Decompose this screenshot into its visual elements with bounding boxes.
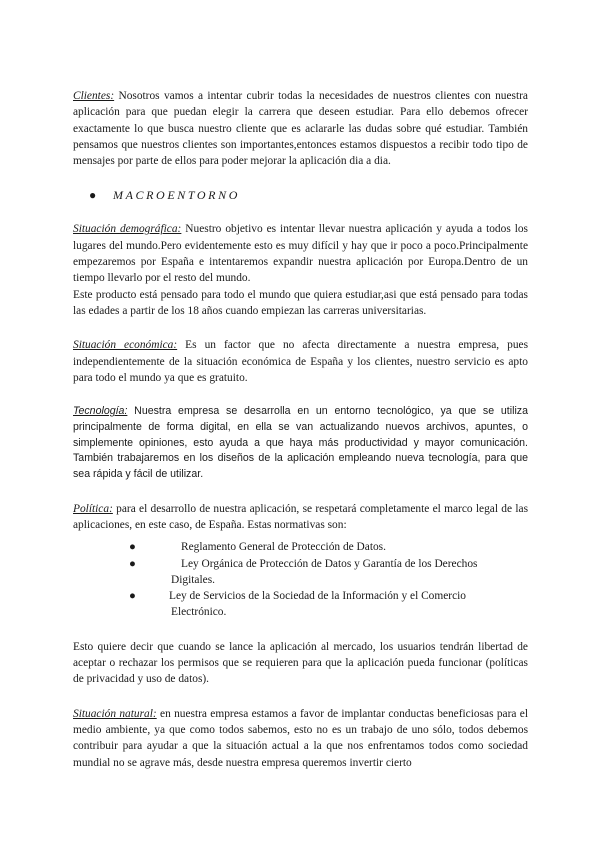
natural-text: en nuestra empresa estamos a favor de implantar conductas beneficiosas para el medio ambiente, ya que como todos sabemos, esto no es un trabajo de uno sólo, todos debemos contribuir para ayudar a que la situación actual a la que nos enfrentamos todos como sociedad mundial no se agrave más, desde nuestra empresa queremos invertir cierto: [73, 707, 528, 769]
tecnologia-label: Tecnología:: [73, 405, 128, 418]
law-text: Ley Orgánica de Protección de Datos y Garantía de los Derechos: [181, 557, 478, 570]
document-page: [73, 88, 528, 771]
list-item: [73, 588, 528, 621]
demografica-label: Situación demográfica:: [73, 223, 182, 236]
list-item: [73, 539, 528, 555]
demografica-text: Nuestro objetivo es intentar llevar nuestra aplicación y ayuda a todos los lugares del mundo.Pero evidentemente esto es muy difícil y hay que ir poco a poco.Principalmente empezaremos por España e intentaremos expandir nuestra aplicación por Europa.Dentro de un tiempo llevarlo por el resto del mundo.: [73, 223, 528, 285]
economica-text: Es un factor que no afecta directamente a nuestra empresa, pues independientemente de la situación económica de España y los clientes, nuestro servicio es apto para todo el mundo ya que es gratuito.: [73, 339, 528, 384]
clientes-label: Clientes:: [73, 90, 115, 102]
tecnologia-text: Nuestra empresa se desarrolla en un entorno tecnológico, ya que se utiliza principalmente de forma digital, en ella se van actualizando nuevos archivos, apuntes, o simplemente opiniones, esto ayuda a que haya más productividad y mayor comunicación. También trabajaremos en los diseños de la aplicación empleando nueva tecnología, para que sea rápida y fácil de utilizar.: [73, 405, 528, 480]
natural-paragraph: [73, 706, 528, 771]
law-text-continued: Digitales.: [171, 573, 215, 586]
demografica-paragraph-2: Este producto está pensado para todo el mundo que quiera estudiar,asi que está pensado para todas las edades a partir de los 18 años cuando empiezan las carreras universitarias.: [73, 288, 528, 317]
law-text: Reglamento General de Protección de Datos.: [181, 541, 386, 554]
politica-text: para el desarrollo de nuestra aplicación, se respetará completamente el marco legal de las aplicaciones, en este caso, de España. Estas normativas son:: [73, 502, 528, 531]
clientes-text: Nosotros vamos a intentar cubrir todas la necesidades de nuestros clientes con nuestra aplicación para que puedan elegir la carrera que deseen estudiar. Para ello debemos ofrecer exactamente lo que busca nuestro cliente que es aclararle las dudas sobre qué estudiar. También pensamos que nuestros clientes son importantes,entonces estamos dispuestos a recibir todo tipo de mensajes por parte de ellos para poder mejorar la aplicación dia a dia.: [73, 90, 528, 168]
law-list: [73, 539, 528, 620]
tecnologia-paragraph: [73, 404, 528, 483]
bullet-icon: ●: [129, 557, 136, 570]
natural-label: Situación natural:: [73, 707, 157, 720]
law-text-continued: Electrónico.: [171, 606, 227, 619]
macroentorno-title: MACROENTORNO: [113, 188, 240, 203]
demografica-paragraph: [73, 221, 528, 286]
politica-label: Política:: [73, 502, 113, 515]
bullet-icon: ●: [129, 541, 136, 554]
bullet-icon: ●: [129, 590, 136, 603]
politica-after-paragraph: Esto quiere decir que cuando se lance la aplicación al mercado, los usuarios tendrán libertad de aceptar o rechazar los permisos que se requieren para que la aplicación pueda funcionar (políticas de privacidad y uso de datos).: [73, 640, 528, 686]
economica-label: Situación económica:: [73, 339, 178, 352]
law-text: Ley de Servicios de la Sociedad de la Información y el Comercio: [169, 590, 467, 603]
list-item: [73, 556, 528, 589]
macroentorno-heading: [89, 187, 528, 203]
bullet-icon: ●: [89, 188, 97, 203]
politica-paragraph: [73, 501, 528, 534]
clientes-paragraph: [73, 88, 528, 169]
economica-paragraph: [73, 337, 528, 386]
